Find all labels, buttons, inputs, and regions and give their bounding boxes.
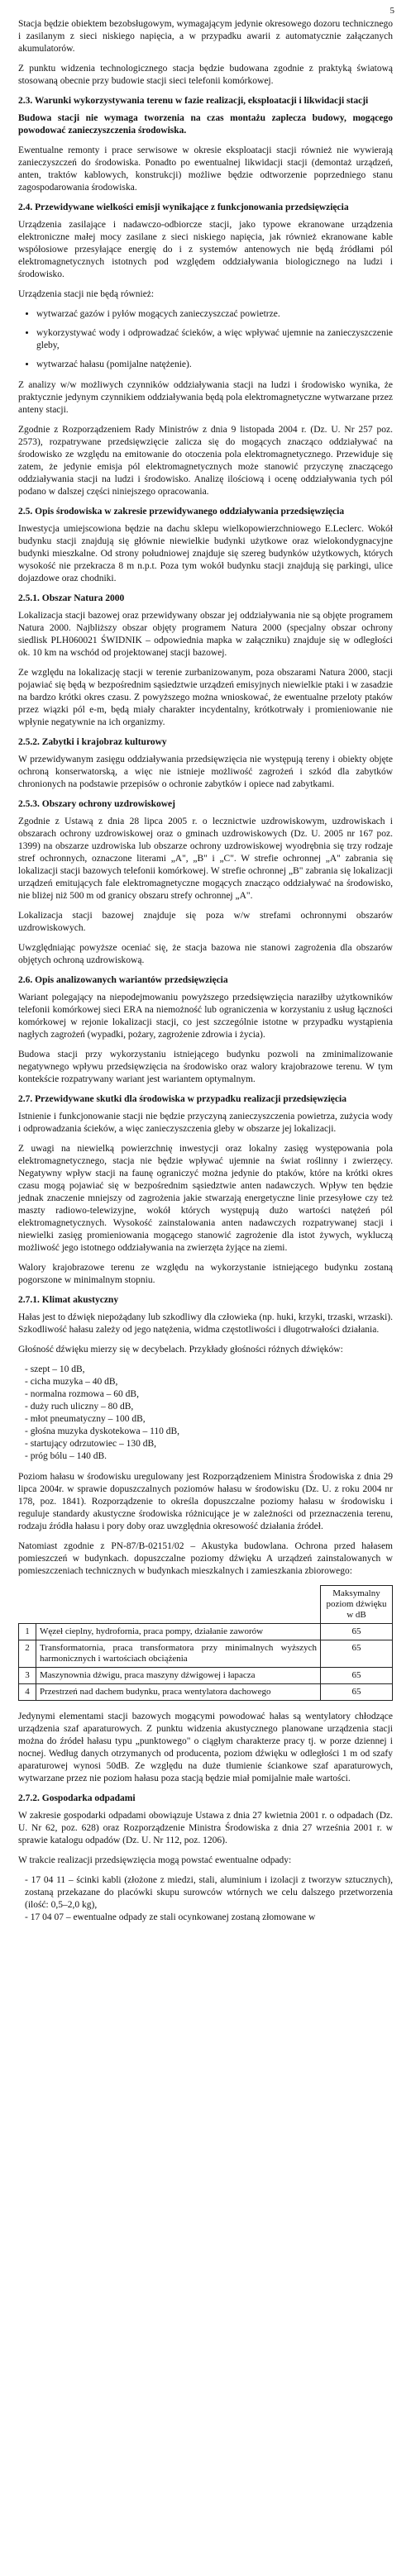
section-heading: 2.7.2. Gospodarka odpadami <box>18 1793 136 1803</box>
paragraph: Ze względu na lokalizację stacji w terenie zurbanizowanym, poza obszarami Natura 2000, stacji pojawiać się będą w bezpośrednim sąsiedztwie urządzeń emisyjnych niewielkie ptaki i w zasadzie na bardzo krótki okres czasu. Z powyższego można wnioskować, że ewentualne przeloty ptaków przez wiązki pól e-m, będą miały charakter incydentalny, krótkotrwały i promieniowanie nie wpłynie negatywnie na ich organizmy. <box>18 668 393 727</box>
section-heading: 2.7.1. Klimat akustyczny <box>18 1295 119 1305</box>
paragraph: Lokalizacja stacji bazowej oraz przewidywany obszar jej oddziaływania nie są objęte programem Natura 2000. Najbliższy obszar objęty programem Natura 2000 (specjalny obszar ochrony siedlisk PLH060021 ŚWIDNIK – odpowiednia mapka w załączniku) znajduje się w odległości ok. 10 km na wschód od projektowanej stacji bazowej. <box>18 611 393 658</box>
section-heading: 2.5. Opis środowiska w zakresie przewidywanego oddziaływania przedsięwzięcia <box>18 507 345 517</box>
paragraph: Urządzenia stacji nie będą również: <box>18 289 155 299</box>
table-row <box>19 1668 393 1684</box>
paragraph: Walory krajobrazowe terenu ze względu na wykorzystanie istniejącego budynku zostaną pogorszone w minimalnym stopniu. <box>18 1263 393 1285</box>
list-item: • wytwarzać gazów i pyłów mogących zanieczyszczać powietrze. <box>36 308 393 321</box>
list-item: - duży ruch uliczny – 80 dB, <box>25 1402 134 1412</box>
table-cell: Przestrzeń nad dachem budynku, praca wentylatora dachowego <box>36 1684 321 1701</box>
list-item: • wytwarzać hałasu (pomijalne natężenie). <box>36 359 393 371</box>
section-heading: 2.5.1. Obszar Natura 2000 <box>18 593 125 603</box>
list-item: - próg bólu – 140 dB. <box>25 1451 108 1461</box>
table-row <box>19 1624 393 1640</box>
paragraph: Urządzenia zasilające i nadawczo-odbiorcze stacji, jako typowe ekranowane urządzenia elektroniczne małej mocy zasilane z sieci niskiego napięcia, jak również ekranowane kable współosiowe przesyłające energię do i z systemów antenowych nie będą źródłami pól elektromagnetycznych istotnych pod względem oddziaływania biologicznego na ludzi i środowisko. <box>18 220 393 279</box>
paragraph: Budowa stacji nie wymaga tworzenia na czas montażu zaplecza budowy, mogącego powodować zanieczyszczenia środowiska. <box>18 113 393 136</box>
table-cell: 1 <box>19 1624 36 1640</box>
list-item: - 17 04 07 – ewentualne odpady ze stali ocynkowanej zostaną złomowane w <box>25 1912 316 1922</box>
noise-examples-list <box>18 1364 393 1463</box>
list-item: - młot pneumatyczny – 100 dB, <box>25 1414 146 1424</box>
paragraph: W przewidywanym zasięgu oddziaływania przedsięwzięcia nie występują tereny i obiekty objęte ochroną konserwatorską, a więc nie istnieje możliwość zagrożeń i szkód dla zabytków chronionych na podstawie przepisów o ochronie zabytków i opiece nad zabytkami. <box>18 755 393 789</box>
table-cell: Węzeł cieplny, hydrofornia, praca pompy, działanie zaworów <box>36 1624 321 1640</box>
table-cell: 3 <box>19 1668 36 1684</box>
list-item: - cicha muzyka – 40 dB, <box>25 1377 118 1387</box>
table-cell: Transformatornia, praca transformatora przy minimalnych wyższych harmonicznych i wartościach obciążenia <box>36 1640 321 1668</box>
table-cell: 65 <box>321 1684 393 1701</box>
paragraph: Jedynymi elementami stacji bazowych mogącymi powodować hałas są wentylatory chłodzące urządzenia szaf aparaturowych. Z punktu widzenia akustycznego planowane urządzenia stacji można do źródeł hałasu typu „punktowego" o ciągłym charakterze pracy tj. w porze dziennej i nocnej. Według danych otrzymanych od producenta, poziom dźwięku w odległości 1 m od szafy aparaturowej wynosi 50dB. Ze względu na duże tłumienie ściankowe szaf aparaturowych, wytwarzane przez nie poziom hałasu poza stacją będzie miał pomijalnie małe wartości. <box>18 1712 393 1783</box>
list-item: • wykorzystywać wody i odprowadzać ścieków, a więc wpływać ujemnie na zanieczyszczenie gleby, <box>36 327 393 352</box>
table-cell: 65 <box>321 1668 393 1684</box>
paragraph: Z punktu widzenia technologicznego stacja będzie budowana zgodnie z praktyką światową stosowaną obecnie przy budowie stacji sieci telefonii komórkowej. <box>18 64 393 86</box>
list-item: - normalna rozmowa – 60 dB, <box>25 1389 139 1399</box>
list-item: - szept – 10 dB, <box>25 1364 85 1374</box>
table-cell: 65 <box>321 1640 393 1668</box>
table-row <box>19 1640 393 1668</box>
section-heading: 2.5.2. Zabytki i krajobraz kulturowy <box>18 737 167 747</box>
table-cell: Maszynownia dźwigu, praca maszyny dźwigowej i łapacza <box>36 1668 321 1684</box>
column-header: Maksymalny poziom dźwięku w dB <box>321 1586 393 1624</box>
paragraph: Stacja będzie obiektem bezobsługowym, wymagającym jedynie okresowego dozoru technicznego i zasilanym z sieci niskiego napięcia, a w przypadku awarii z automatycznie załączanych akumulatorów. <box>18 19 393 54</box>
paragraph: W zakresie gospodarki odpadami obowiązuje Ustawa z dnia 27 kwietnia 2001 r. o odpadach (Dz. U. Nr 62, poz. 628) oraz Rozporządzenie Ministra Środowiska z dnia 27 września 2001 r. w sprawie katalogu odpadów (Dz. U. Nr 112, poz. 1206). <box>18 1811 393 1845</box>
paragraph: Inwestycja umiejscowiona będzie na dachu sklepu wielkopowierzchniowego E.Leclerc. Wokół budynku stacji znajdują się głównie niewielkie budynki użytkowe oraz wielokondygnacyjne budynki mieszkalne. Od strony południowej znajduje się szereg budynków użytkowych, których wysokość nie przekracza 8 m n.p.t. Poza tym wokół budynku stacji znajdują się parkingi, ulice dojazdowe oraz chodniki. <box>18 524 393 583</box>
paragraph: Uwzględniając powyższe oceniać się, że stacja bazowa nie stanowi zagrożenia dla obszarów objętych ochroną uzdrowiskową. <box>18 943 393 965</box>
paragraph: Wariant polegający na niepodejmowaniu powyższego przedsięwzięcia naraziłby użytkowników telefonii komórkowej sieci ERA na niemożność lub ograniczenia w korzystaniu z usług łączności komórkowej w rejonie lokalizacji stacji, co jest szczególnie istotne w przypadku wystąpienia nagłych zagrożeń (wypadki, pożary, zagrożenie zdrowia i życia). <box>18 993 393 1040</box>
section-heading: 2.6. Opis analizowanych wariantów przedsięwzięcia <box>18 975 228 985</box>
paragraph: Istnienie i funkcjonowanie stacji nie będzie przyczyną zanieczyszczenia powietrza, zużycia wody i odprowadzania ścieków, a więc zanieczyszczenia gleby w obszarze jej lokalizacji. <box>18 1112 393 1134</box>
paragraph: W trakcie realizacji przedsięwzięcia mogą powstać ewentualne odpady: <box>18 1855 292 1865</box>
table-cell: 4 <box>19 1684 36 1701</box>
waste-list <box>18 1874 393 1924</box>
list-item: - startujący odrzutowiec – 130 dB, <box>25 1439 157 1449</box>
page-number: 5 <box>389 6 394 16</box>
section-heading: 2.5.3. Obszary ochrony uzdrowiskowej <box>18 799 175 809</box>
paragraph: Hałas jest to dźwięk niepożądany lub szkodliwy dla człowieka (np. huki, krzyki, trzaski, wrzaski). Szkodliwość hałasu zależy od jego natężenia, widma częstotliwości i długotrwałości działania. <box>18 1312 393 1335</box>
section-heading: 2.3. Warunki wykorzystywania terenu w fazie realizacji, eksploatacji i likwidacji stacji <box>18 96 369 106</box>
table-row <box>19 1684 393 1701</box>
section-heading: 2.7. Przewidywane skutki dla środowiska w przypadku realizacji przedsięwzięcia <box>18 1094 346 1104</box>
table-header-row <box>19 1586 393 1624</box>
section-heading: 2.4. Przewidywane wielkości emisji wynikające z funkcjonowania przedsięwzięcia <box>18 202 349 212</box>
paragraph: Z uwagi na niewielką powierzchnię inwestycji oraz lokalny zasięg występowania pola elektromagnetycznego, stacja nie będzie wpływać ujemnie na świat roślinny i zwierzęcy. Negatywny wpływ stacji na faunę ograniczyć można jedynie do ptaków, które na krótki okres czasu mogą pojawiać się w bezpośrednim sąsiedztwie anten nadawczych. Wpływ ten będzie jednak znaczenie mniejszy od zagrożenia jakie stwarzają energetyczne linie przesyłowe czy też maszty radiowo-telewizyjne, wokół których występują dużo wartości natężeń pól elektromagnetycznych. Wysokość zainstalowania anten nadawczych rozpatrywanej stacji i niewielki zasięg promieniowania mogącego stanowić zagrożenie dla istot żywych, wykluczą możliwość jego istotnego oddziaływania na zwierzęta żyjące na ziemi. <box>18 1144 393 1253</box>
paragraph: Natomiast zgodnie z PN-87/B-02151/02 – Akustyka budowlana. Ochrona przed hałasem pomieszczeń w budynkach. dopuszczalne poziomy dźwięku A urządzeń zainstalowanych w pomieszczeniach technicznych w budynkach mieszkalnych i zamieszkania zbiorowego: <box>18 1541 393 1576</box>
paragraph: Głośność dźwięku mierzy się w decybelach. Przykłady głośności różnych dźwięków: <box>18 1345 343 1355</box>
table-cell: 2 <box>19 1640 36 1668</box>
paragraph: Zgodnie z Ustawą z dnia 28 lipca 2005 r. o lecznictwie uzdrowiskowym, uzdrowiskach i obszarach ochrony uzdrowiskowej oraz o gminach uzdrowiskowych (Dz. U. 2005 nr 167 poz. 1399) na obszarze uzdrowiska lub obszarze ochrony uzdrowiskowej wyodrębnia się trzy rodzaje stref ochronnych, oznaczone literami „A", „B" i „C". W strefie ochronnej „A" zabrania się lokalizacji stacji bazowych telefonii komórkowej. W strefie ochronnej „B" zabrania się lokalizacji urządzeń emitujących fale elektromagnetyczne mogących znacząco oddziaływać na środowisko, nie bliżej niż 500 m od granicy obszaru strefy ochronnej „A". <box>18 817 393 901</box>
paragraph: Budowa stacji przy wykorzystaniu istniejącego budynku pozwoli na zminimalizowanie negatywnego wpływu przedsięwzięcia na środowisko oraz walory krajobrazowe terenu. W tym kontekście rozpatrywany wariant jest wariantem optymalnym. <box>18 1050 393 1084</box>
paragraph: Poziom hałasu w środowisku uregulowany jest Rozporządzeniem Ministra Środowiska z dnia 29 lipca 2004r. w sprawie dopuszczalnych poziomów hałasu w środowisku (Dz. U. z roku 2004 nr 178, poz. 1841). Rozporządzenie to określa dopuszczalne poziomy hałasu w środowisku i reguluje standardy akustyczne środowiska różnicujące je w zależności od przeznaczenia terenu, rodzaju źródła hałasu i pory doby oraz uwzględnia okresowość działania źródeł. <box>18 1472 393 1531</box>
list-item: - głośna muzyka dyskotekowa – 110 dB, <box>25 1426 180 1436</box>
paragraph: Ewentualne remonty i prace serwisowe w okresie eksploatacji stacji również nie wywierają zanieczyszczeń do środowiska. Ponadto po ewentualnej likwidacji stacji (demontaż urządzeń, anten, traktów kablowych, konstrukcji) możliwe będzie odtworzenie poprzedniego stanu zagospodarowania środowiska. <box>18 145 393 193</box>
paragraph: Zgodnie z Rozporządzeniem Rady Ministrów z dnia 9 listopada 2004 r. (Dz. U. Nr 257 poz. 2573), rozpatrywane przedsięwzięcie zalicza się do mogących znacząco oddziaływać na środowisko ze względu na emitowanie do otoczenia pola elektromagnetycznego. Przewiduje się zatem, że jedynie emisja pól elektromagnetycznych może stanowić przyczynę znaczącego oddziaływania stacji na ludzi i środowisko. Analizę ilościową i ocenę oddziaływania tych pól podano w dalszej części niniejszego opracowania. <box>18 425 393 497</box>
paragraph: Lokalizacja stacji bazowej znajduje się poza w/w strefami ochronnymi obszarów uzdrowiskowych. <box>18 911 393 933</box>
table-cell: 65 <box>321 1624 393 1640</box>
paragraph: Z analizy w/w możliwych czynników oddziaływania stacji na ludzi i środowisko wynika, że praktycznie jedynym czynnikiem oddziaływania będą pola elektromagnetyczne wytwarzane przez anteny stacji. <box>18 380 393 415</box>
noise-limits-table <box>18 1585 393 1701</box>
list-item: - 17 04 11 – ścinki kabli (złożone z miedzi, stali, aluminium i izolacji z tworzyw sztucznych), zostaną przekazane do placówki skupu surowców wtórnych we celu dalszego przetworzenia (ilość: 0,5–2,0 kg), <box>25 1875 393 1910</box>
bullet-list <box>18 308 393 371</box>
